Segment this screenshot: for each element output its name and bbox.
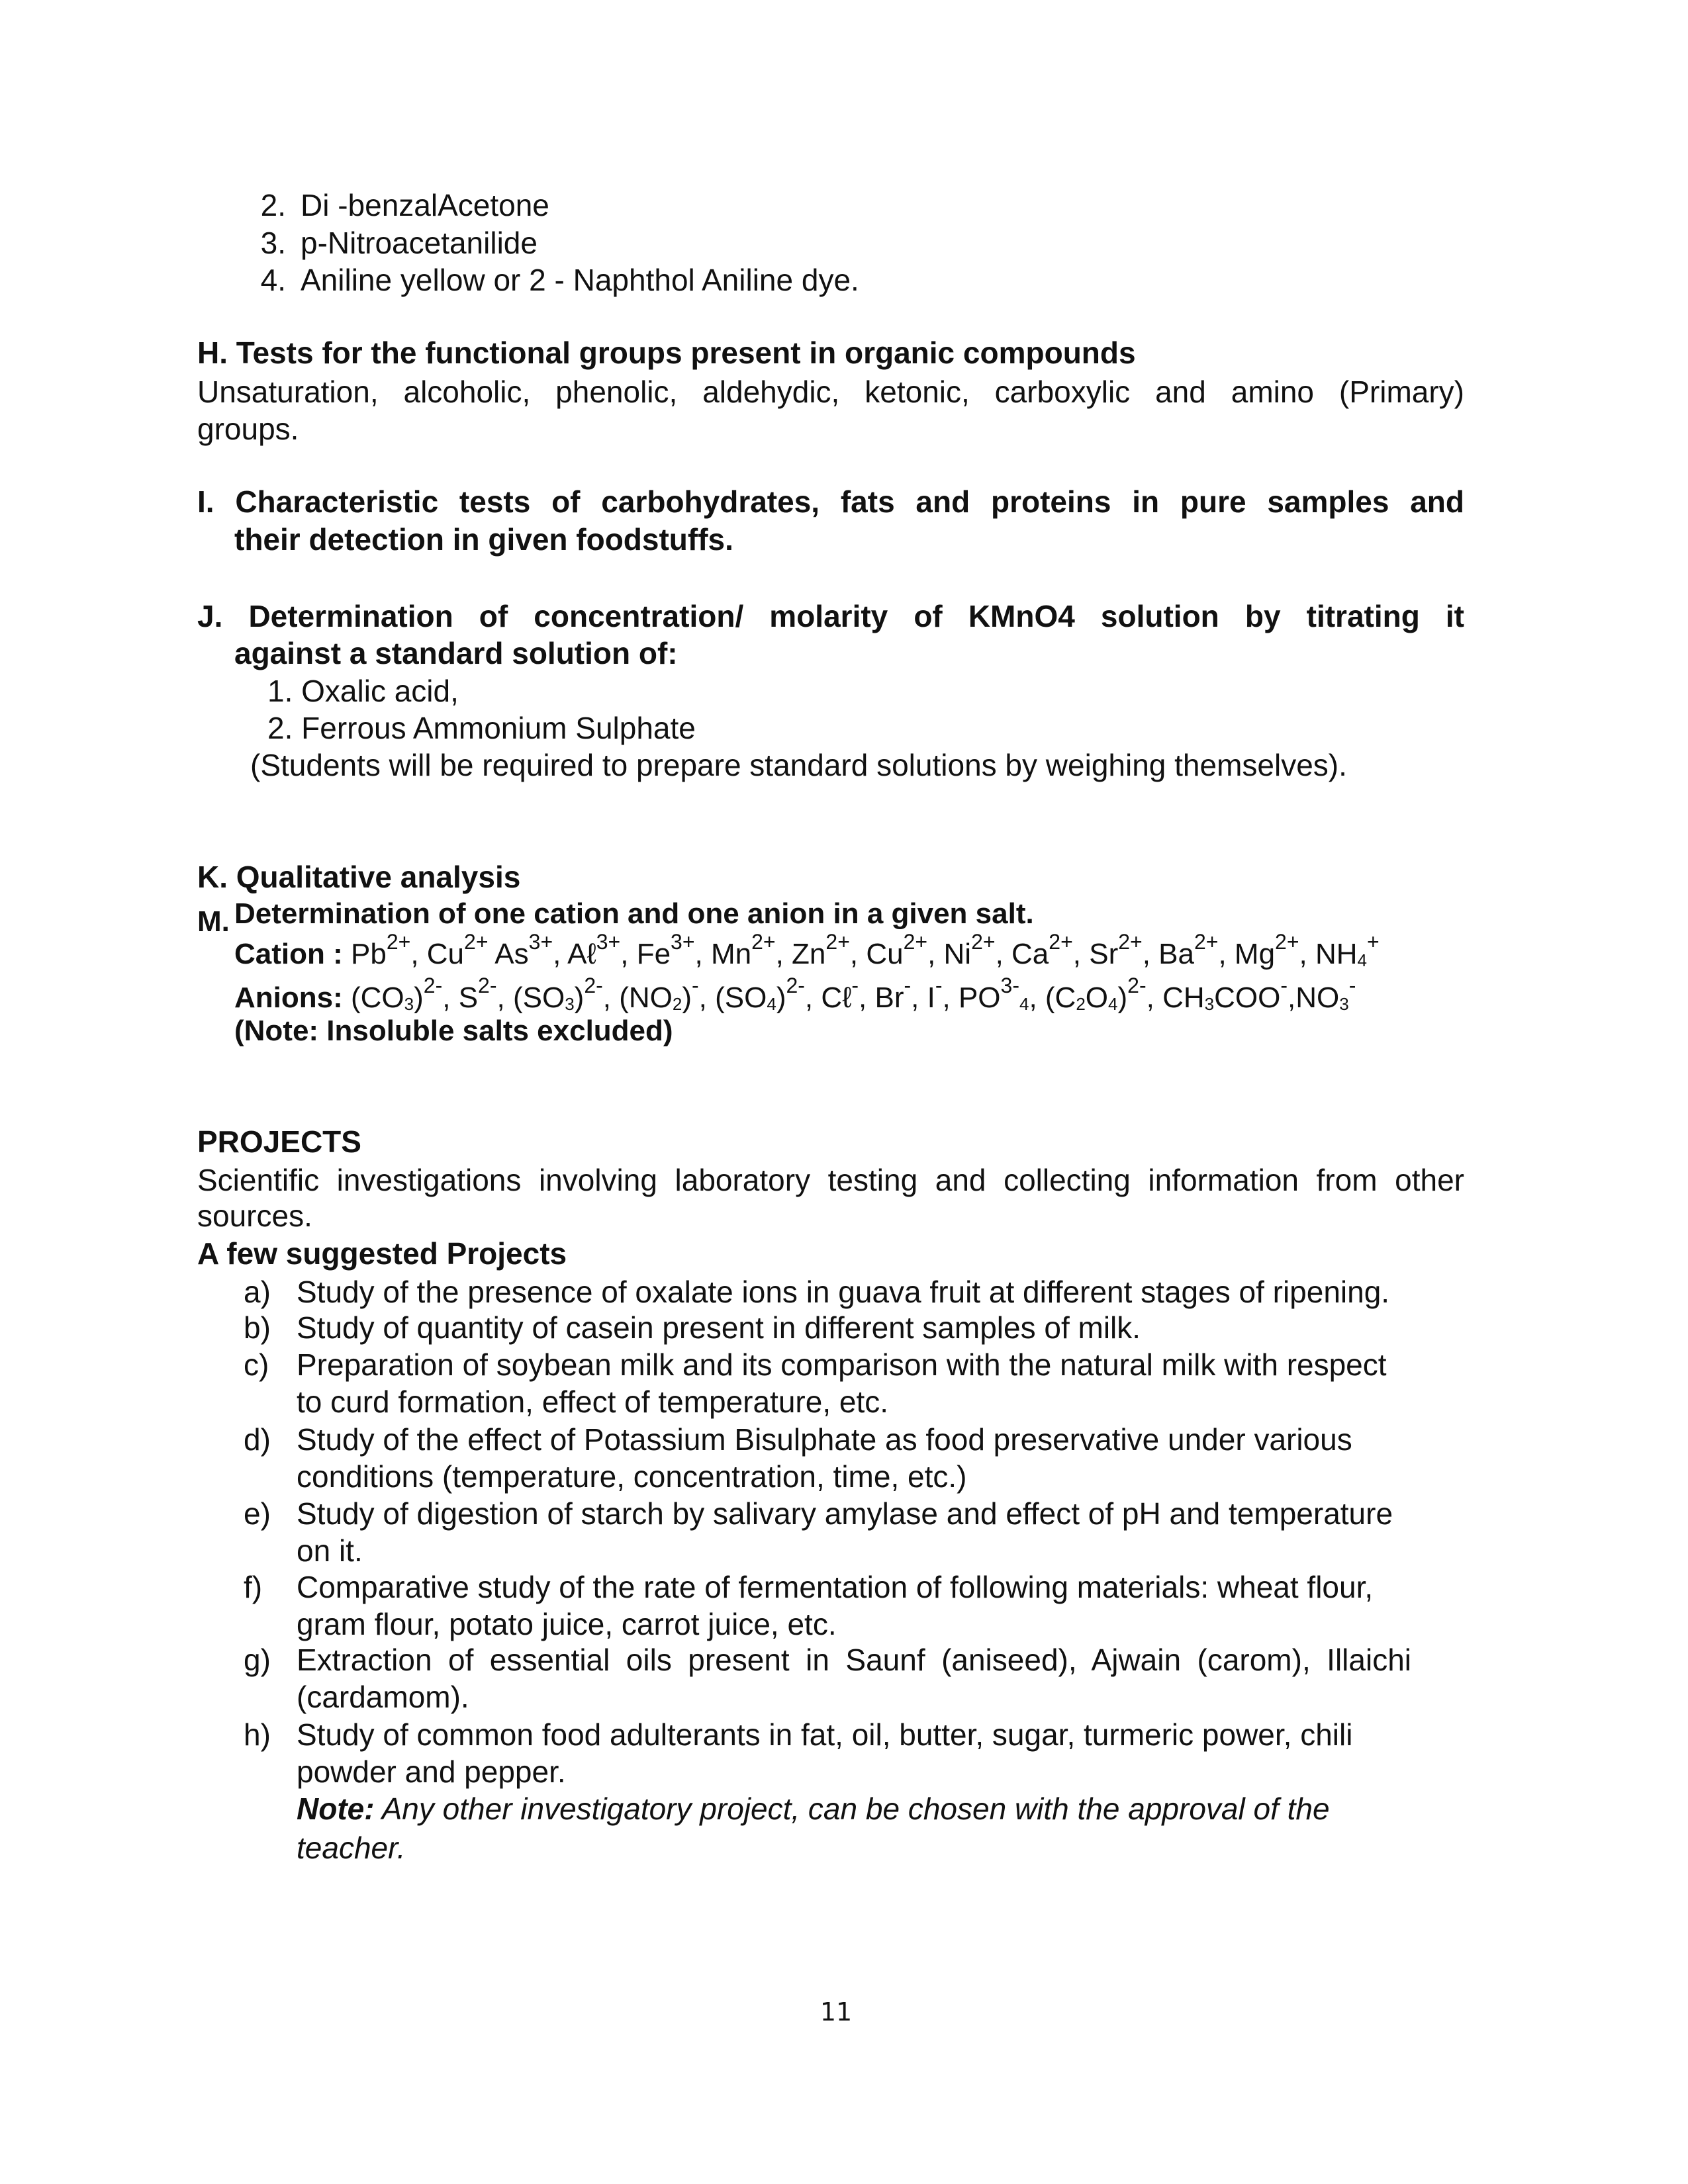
- ion-part: 2-: [478, 974, 497, 997]
- projects-intro: Scientific investigations involving laboratory testing and collecting information from other: [197, 1163, 1464, 1197]
- ion-part: 2-: [423, 974, 443, 997]
- ion: [1089, 930, 1159, 970]
- project-text: on it.: [297, 1533, 363, 1568]
- ion-part: ,: [694, 938, 711, 970]
- ion-part: ,: [804, 981, 821, 1014]
- ion-part: COO: [1214, 981, 1281, 1014]
- ion-part: PO: [958, 981, 1001, 1014]
- projects-note: teacher.: [297, 1831, 406, 1865]
- item-text: p-Nitroacetanilide: [301, 226, 538, 260]
- project-item: [297, 1383, 888, 1420]
- ion-part: ,: [942, 981, 959, 1014]
- ion-part: ,: [1299, 938, 1315, 970]
- ion-part: 2+: [1194, 930, 1219, 954]
- project-item: [244, 1495, 1393, 1532]
- item-text: Di -benzalAcetone: [301, 188, 549, 222]
- ion-part: ,: [410, 938, 427, 970]
- ion: [426, 930, 495, 970]
- project-item: [244, 1273, 1389, 1310]
- project-item: [244, 1641, 1411, 1678]
- ion-part: ): [414, 981, 424, 1014]
- ion-part: ): [574, 981, 585, 1014]
- ion-part: (SO: [512, 981, 565, 1014]
- section-k-subheading: [197, 895, 1034, 938]
- list-item: 1. Oxalic acid,: [267, 674, 459, 708]
- ion: [351, 974, 459, 1014]
- ion-part: 2: [672, 994, 682, 1014]
- project-text: Study of quantity of casein present in different samples of milk.: [297, 1310, 1141, 1345]
- sub-heading-text: Determination of one cation and one anion in a given salt.: [234, 897, 1034, 930]
- section-i-heading: I. Characteristic tests of carbohydrates, fats and proteins in pure samples and: [197, 484, 1464, 519]
- ion-part: ,: [496, 981, 513, 1014]
- project-text: Extraction of essential oils present in Saunf (aniseed), Ajwain (carom), Illaichi: [297, 1643, 1411, 1677]
- ion-part: 3: [565, 994, 575, 1014]
- ion: [1295, 974, 1356, 1014]
- ion-part: Zn: [792, 938, 826, 970]
- ion-part: -: [1348, 974, 1356, 997]
- ion-part: 2+: [825, 930, 850, 954]
- project-item: [297, 1606, 837, 1643]
- project-text: powder and pepper.: [297, 1754, 566, 1789]
- project-text: Study of digestion of starch by salivary amylase and effect of pH and temperature: [297, 1496, 1393, 1531]
- ion-part: ,: [995, 938, 1012, 970]
- ion-part: S: [458, 981, 479, 1014]
- anion-list: [234, 974, 1356, 1017]
- ion: [710, 930, 792, 970]
- ion-part: +: [1367, 930, 1380, 954]
- ion: [458, 974, 513, 1014]
- section-h-heading: H. Tests for the functional groups present in organic compounds: [197, 336, 1136, 370]
- section-h-text: groups.: [197, 412, 299, 446]
- ion-part: 3+: [528, 930, 553, 954]
- ion-part: ,: [1072, 938, 1090, 970]
- ion-part: 2+: [1049, 930, 1073, 954]
- section-j-heading: J. Determination of concentration/ molarity of KMnO4 solution by titrating it: [197, 599, 1464, 633]
- ion-part: Ca: [1011, 938, 1049, 970]
- project-item: [244, 1569, 1373, 1606]
- project-text: conditions (temperature, concentration, time, etc.): [297, 1459, 967, 1494]
- ion: [927, 974, 959, 1014]
- anion-label: Anions:: [234, 981, 343, 1014]
- ion-part: ,: [442, 981, 459, 1014]
- note-text: Any other investigatory project, can be chosen with the approval of the: [374, 1792, 1330, 1826]
- ion-part: 3: [1204, 994, 1215, 1014]
- ion-part: Br: [874, 981, 904, 1014]
- projects-intro: sources.: [197, 1199, 312, 1233]
- cation-label: Cation :: [234, 938, 343, 970]
- list-item: [233, 261, 859, 298]
- ion-part: Sr: [1089, 938, 1119, 970]
- section-k-note: (Note: Insoluble salts excluded): [234, 1015, 673, 1047]
- ion-part: ,: [553, 938, 568, 970]
- item-number: 4.: [260, 263, 286, 297]
- project-item: [297, 1458, 966, 1495]
- ion-part: 3: [1339, 994, 1349, 1014]
- ion: [1158, 930, 1235, 970]
- ion-part: I: [927, 981, 935, 1014]
- ion-part: Cℓ: [821, 981, 852, 1014]
- project-text: (cardamom).: [297, 1680, 469, 1714]
- project-label: c): [244, 1347, 269, 1382]
- page-number: 11: [820, 1997, 853, 2026]
- ion-part: 2+: [1275, 930, 1299, 954]
- ion-part: (CO: [351, 981, 404, 1014]
- ion-part: Mg: [1234, 938, 1276, 970]
- ion-part: 3-: [1000, 974, 1019, 997]
- ion-part: (C: [1045, 981, 1076, 1014]
- ion-part: 2-: [1127, 974, 1147, 997]
- ion-part: ): [682, 981, 692, 1014]
- ion: [619, 974, 716, 1014]
- ion-part: O: [1085, 981, 1109, 1014]
- project-item: [297, 1678, 469, 1715]
- ion-part: As: [494, 938, 529, 970]
- ion-part: Ni: [943, 938, 972, 970]
- ion-part: ,: [775, 938, 792, 970]
- ion-part: Aℓ: [567, 938, 596, 970]
- ion-part: 4: [767, 994, 776, 1014]
- ion-part: 2+: [386, 930, 411, 954]
- ion: [1162, 974, 1296, 1014]
- project-text: Study of the effect of Potassium Bisulphate as food preservative under various: [297, 1422, 1352, 1457]
- ion: [351, 930, 427, 970]
- ion-part: 4: [1108, 994, 1118, 1014]
- project-label: e): [244, 1496, 271, 1531]
- ion: [874, 974, 927, 1014]
- projects-note: [297, 1790, 1330, 1827]
- ion-part: 2+: [903, 930, 928, 954]
- section-h-text: Unsaturation, alcoholic, phenolic, aldehydic, ketonic, carboxylic and amino (Primary): [197, 375, 1464, 409]
- ion: [1045, 974, 1163, 1014]
- ion-part: 2+: [971, 930, 996, 954]
- ion: [958, 974, 1045, 1014]
- ion: [636, 930, 711, 970]
- ion-part: 2-: [584, 974, 603, 997]
- ion: [866, 930, 944, 970]
- ion-part: Cu: [426, 938, 465, 970]
- ion: [494, 930, 568, 970]
- section-j-note: (Students will be required to prepare standard solutions by weighing themselves).: [250, 748, 1347, 782]
- ion-part: ): [1117, 981, 1128, 1014]
- project-text: Preparation of soybean milk and its comparison with the natural milk with respect: [297, 1347, 1387, 1382]
- note-label: Note:: [297, 1792, 375, 1826]
- project-item: [244, 1421, 1352, 1458]
- ion-part: 3+: [671, 930, 695, 954]
- ion-part: Cu: [866, 938, 904, 970]
- ion-part: ,: [1287, 981, 1296, 1014]
- ion: [821, 974, 875, 1014]
- ion: [792, 930, 867, 970]
- project-text: Comparative study of the rate of fermentation of following materials: wheat flour,: [297, 1570, 1374, 1604]
- project-text: Study of common food adulterants in fat, oil, butter, sugar, turmeric power, chili: [297, 1717, 1353, 1752]
- ion-part: (NO: [619, 981, 673, 1014]
- project-item: [244, 1309, 1141, 1346]
- projects-subheading: A few suggested Projects: [197, 1236, 567, 1271]
- section-k-heading: K. Qualitative analysis: [197, 860, 521, 894]
- ion-part: ): [776, 981, 786, 1014]
- ion-part: [489, 938, 495, 970]
- ion-part: ,: [911, 981, 927, 1014]
- ion-part: 2+: [1118, 930, 1143, 954]
- ion-part: ,: [1029, 981, 1045, 1014]
- item-text: Aniline yellow or 2 - Naphthol Aniline dye.: [301, 263, 859, 297]
- project-item: [244, 1346, 1387, 1383]
- cation-list: [234, 930, 1380, 973]
- ion-part: Pb: [351, 938, 387, 970]
- ion-part: ,: [849, 938, 867, 970]
- ion-part: -: [851, 974, 859, 997]
- ion: [1011, 930, 1090, 970]
- ion-part: -: [904, 974, 912, 997]
- ion-part: ,: [927, 938, 944, 970]
- ion: [1315, 930, 1380, 970]
- project-label: a): [244, 1275, 271, 1309]
- ion-part: 4: [1019, 994, 1029, 1014]
- ion-part: ,: [620, 938, 637, 970]
- project-item: [297, 1532, 363, 1569]
- project-item: [244, 1716, 1352, 1753]
- ion-part: -: [1280, 974, 1288, 997]
- list-item: [233, 224, 538, 261]
- ion-part: 2+: [751, 930, 776, 954]
- ion-part: 2-: [786, 974, 805, 997]
- project-item: [297, 1753, 566, 1790]
- sub-label: M.: [197, 905, 230, 938]
- ion-part: 2: [1076, 994, 1086, 1014]
- ion: [715, 974, 821, 1014]
- ion-part: ,: [1218, 938, 1235, 970]
- ion-part: (SO: [715, 981, 767, 1014]
- ion-part: 3+: [596, 930, 621, 954]
- ion: [512, 974, 620, 1014]
- item-number: 2.: [260, 188, 286, 222]
- project-label: f): [244, 1570, 263, 1604]
- ion-part: ,: [602, 981, 620, 1014]
- project-label: h): [244, 1717, 271, 1752]
- project-label: d): [244, 1422, 271, 1457]
- list-item: [233, 187, 549, 224]
- ion: [943, 930, 1012, 970]
- ion-part: NO: [1295, 981, 1340, 1014]
- item-number: 3.: [260, 226, 286, 260]
- ion-part: -: [692, 974, 699, 997]
- project-label: g): [244, 1643, 271, 1677]
- ion-part: CH: [1162, 981, 1205, 1014]
- ion: [567, 930, 637, 970]
- ion-part: Mn: [710, 938, 752, 970]
- project-text: Study of the presence of oxalate ions in guava fruit at different stages of ripening.: [297, 1275, 1390, 1309]
- section-j-heading: against a standard solution of:: [234, 636, 678, 670]
- ion-part: ,: [698, 981, 716, 1014]
- project-text: to curd formation, effect of temperature, etc.: [297, 1385, 889, 1419]
- ion-part: 2+: [464, 930, 489, 954]
- ion-part: ,: [1142, 938, 1159, 970]
- ion: [1234, 930, 1315, 970]
- ion-part: ,: [1146, 981, 1163, 1014]
- section-i-heading: their detection in given foodstuffs.: [234, 522, 733, 557]
- ion-part: 3: [404, 994, 414, 1014]
- ion-part: 4: [1357, 950, 1368, 970]
- ion-part: ,: [859, 981, 875, 1014]
- ion-part: Ba: [1158, 938, 1194, 970]
- projects-heading: PROJECTS: [197, 1124, 361, 1159]
- project-label: b): [244, 1310, 271, 1345]
- list-item: 2. Ferrous Ammonium Sulphate: [267, 711, 696, 745]
- ion-part: -: [935, 974, 943, 997]
- project-text: gram flour, potato juice, carrot juice, etc.: [297, 1607, 837, 1641]
- ion-part: Fe: [636, 938, 671, 970]
- ion-part: NH: [1315, 938, 1358, 970]
